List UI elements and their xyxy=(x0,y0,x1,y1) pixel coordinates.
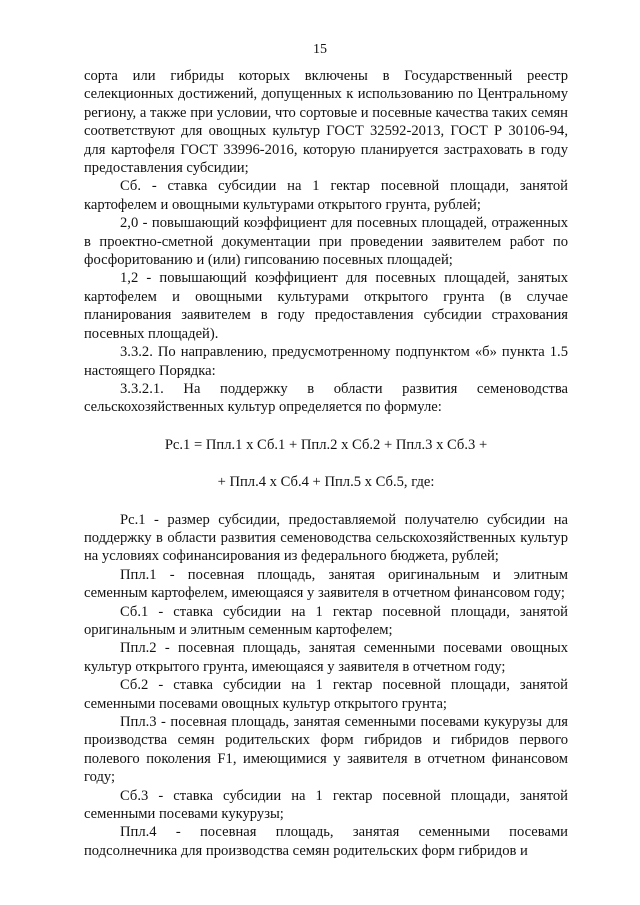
paragraph: Ппл.3 - посевная площадь, занятая семенными посевами кукурузы для производства семян родительских форм гибридов и гибридов первого полевого поколения F1, имеющимися у заявителя в отчетном финансовом году; xyxy=(84,714,568,786)
page-number: 15 xyxy=(313,42,327,57)
paragraph: Сб.3 - ставка субсидии на 1 гектар посевной площади, занятой семенными посевами кукурузы; xyxy=(84,787,568,823)
paragraph: Сб.1 - ставка субсидии на 1 гектар посевной площади, занятой оригинальным и элитным семенным картофелем; xyxy=(84,603,568,638)
formula-line: Рс.1 = Ппл.1 х Сб.1 + Ппл.2 х Сб.2 + Ппл.3 х Сб.3 + xyxy=(164,436,488,453)
paragraph: Ппл.1 - посевная площадь, занятая оригинальным и элитным семенным картофелем, имеющаяся у заявителя в отчетном финансовом году; xyxy=(84,566,568,602)
paragraph: 2,0 - повышающий коэффициент для посевных площадей, отраженных в проектно-сметной документации при проведении заявителем работ по фосфоритованию и (или) гипсованию посевных площадей; xyxy=(84,215,568,269)
formula-line: + Ппл.4 х Сб.4 + Ппл.5 х Сб.5, где: xyxy=(217,474,435,491)
paragraph: Рс.1 - размер субсидии, предоставляемой получателю субсидии на поддержку в области развития семеноводства сельскохозяйственных культур на условиях софинансирования из федерального бюджета, рублей; xyxy=(84,511,568,565)
paragraph: Сб.2 - ставка субсидии на 1 гектар посевной площади, занятой семенными посевами овощных культур открытого грунта; xyxy=(84,677,568,712)
paragraph: 3.3.2. По направлению, предусмотренному подпунктом «б» пункта 1.5 настоящего Порядка: xyxy=(84,344,568,379)
paragraph: Ппл.4 - посевная площадь, занятая семенными посевами подсолнечника для производства семян родительских форм гибридов и xyxy=(84,824,568,859)
paragraph: Ппл.2 - посевная площадь, занятая семенными посевами овощных культур открытого грунта, имеющаяся у заявителя в отчетном году; xyxy=(84,640,568,675)
paragraph: 1,2 - повышающий коэффициент для посевных площадей, занятых картофелем и овощными культурами открытого грунта (в случае планирования заявителем в году предоставления субсидии страхования посевных площадей). xyxy=(84,270,568,342)
document-body xyxy=(84,67,568,860)
paragraph: 3.3.2.1. На поддержку в области развития семеноводства сельскохозяйственных культур определяется по формуле: xyxy=(84,380,568,416)
paragraph: Сб. - ставка субсидии на 1 гектар посевной площади, занятой картофелем и овощными культурами открытого грунта, рублей; xyxy=(84,178,568,213)
paragraph: сорта или гибриды которых включены в Государственный реестр селекционных достижений, допущенных к использованию по Центральному региону, а также при условии, что сортовые и посевные качества таких семян соответствуют для овощных культур ГОСТ 32592-2013, ГОСТ Р 30106-94, для картофеля ГОСТ 33996-2016, которую планируется застраховать в году предоставления субсидии; xyxy=(84,68,568,177)
